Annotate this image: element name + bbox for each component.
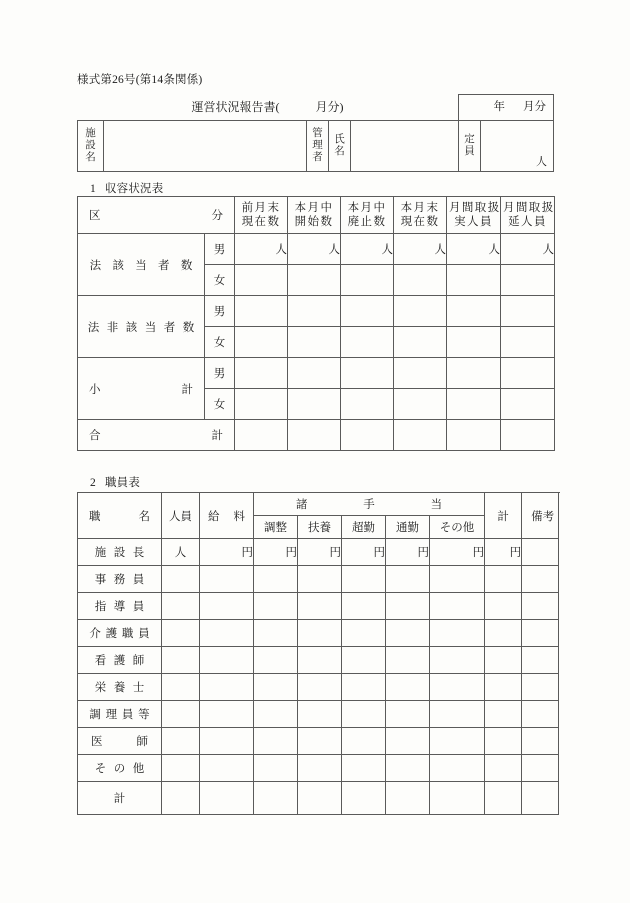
section-title-staff: 職員表	[104, 477, 141, 489]
data-cell[interactable]	[485, 647, 522, 674]
data-cell[interactable]	[235, 296, 288, 327]
data-cell[interactable]	[298, 674, 342, 701]
sub-label-male: 男	[205, 358, 235, 389]
unit-cell[interactable]: 人	[288, 234, 341, 265]
data-cell[interactable]	[341, 265, 394, 296]
data-cell[interactable]	[485, 566, 522, 593]
data-cell[interactable]	[341, 420, 394, 451]
data-cell[interactable]	[254, 566, 298, 593]
document-title: 運営状況報告書( 月分)	[191, 100, 344, 114]
data-cell[interactable]	[341, 389, 394, 420]
row-label-care-worker: 介 護 職 員	[78, 620, 162, 647]
data-cell[interactable]	[485, 674, 522, 701]
data-cell[interactable]	[430, 593, 485, 620]
facility-label-char-3: 名	[85, 151, 96, 163]
staff-header-row-top	[78, 493, 559, 516]
data-cell[interactable]	[430, 728, 485, 755]
data-cell[interactable]	[386, 701, 430, 728]
residents-table	[77, 196, 555, 451]
column-header-allowance-other: その他	[430, 516, 485, 539]
unit-cell[interactable]: 人	[394, 234, 447, 265]
data-cell[interactable]	[522, 728, 559, 755]
sub-label-male: 男	[205, 296, 235, 327]
data-cell[interactable]	[298, 566, 342, 593]
data-cell[interactable]	[394, 358, 447, 389]
data-cell[interactable]	[200, 566, 254, 593]
data-cell[interactable]	[386, 728, 430, 755]
data-cell[interactable]	[342, 755, 386, 782]
column-header-ended-this-month: 本月中 廃止数	[341, 197, 394, 234]
data-cell[interactable]	[447, 265, 501, 296]
facility-name-label	[78, 121, 104, 171]
data-cell[interactable]	[288, 358, 341, 389]
data-cell[interactable]	[394, 327, 447, 358]
month-label: 月分	[523, 101, 546, 113]
capacity-label-char-2: 員	[464, 146, 475, 157]
data-cell[interactable]	[298, 782, 342, 815]
facility-label-char-1: 施	[85, 128, 96, 140]
data-cell[interactable]	[254, 728, 298, 755]
data-cell[interactable]	[298, 620, 342, 647]
table-row	[78, 620, 559, 647]
grand-total-label: 合 計	[78, 420, 235, 451]
data-cell[interactable]	[394, 296, 447, 327]
sub-label-female: 女	[205, 389, 235, 420]
header-block	[77, 94, 554, 172]
column-header-allowances-group: 諸 手 当	[254, 493, 485, 516]
column-header-allowance-dependent: 扶養	[298, 516, 342, 539]
data-cell[interactable]	[501, 420, 555, 451]
table-row	[78, 728, 559, 755]
data-cell[interactable]	[200, 782, 254, 815]
data-cell[interactable]	[522, 620, 559, 647]
data-cell[interactable]	[288, 389, 341, 420]
column-header-allowance-adjustment: 調整	[254, 516, 298, 539]
data-cell[interactable]	[200, 728, 254, 755]
staff-table	[77, 492, 559, 815]
year-label: 年	[493, 101, 505, 113]
table-row	[78, 674, 559, 701]
data-cell[interactable]	[254, 701, 298, 728]
data-cell[interactable]	[394, 389, 447, 420]
data-cell[interactable]	[200, 620, 254, 647]
column-header-headcount: 人員	[162, 493, 200, 539]
unit-cell[interactable]: 人	[341, 234, 394, 265]
row-label-nurse: 看 護 師	[78, 647, 162, 674]
capacity-label	[459, 121, 481, 171]
row-label-cook: 調 理 員 等	[78, 701, 162, 728]
data-cell[interactable]	[522, 539, 559, 566]
unit-cell[interactable]: 円	[342, 539, 386, 566]
data-cell[interactable]	[447, 296, 501, 327]
unit-cell[interactable]: 円	[430, 539, 485, 566]
unit-cell[interactable]: 円	[485, 539, 522, 566]
data-cell[interactable]	[162, 620, 200, 647]
data-cell[interactable]	[430, 647, 485, 674]
table-row	[78, 296, 555, 327]
column-header-started-this-month: 本月中 開始数	[288, 197, 341, 234]
sub-label-female: 女	[205, 327, 235, 358]
section-number-staff: 2	[90, 477, 96, 489]
residents-header-row	[78, 197, 555, 234]
data-cell[interactable]	[386, 755, 430, 782]
unit-cell[interactable]: 円	[298, 539, 342, 566]
unit-cell[interactable]: 円	[200, 539, 254, 566]
report-period-box	[458, 94, 554, 120]
table-row	[78, 566, 559, 593]
staff-total-label: 計	[78, 782, 162, 815]
data-cell[interactable]	[342, 620, 386, 647]
sub-label-male: 男	[205, 234, 235, 265]
data-cell[interactable]	[254, 674, 298, 701]
data-cell[interactable]	[485, 728, 522, 755]
data-cell[interactable]	[430, 755, 485, 782]
group-label-eligible: 法 該 当 者 数	[78, 234, 205, 296]
category-header-left: 区	[89, 210, 101, 222]
data-cell[interactable]	[386, 620, 430, 647]
header-fields-row	[77, 120, 554, 172]
data-cell[interactable]	[342, 782, 386, 815]
data-cell[interactable]	[522, 593, 559, 620]
unit-cell[interactable]: 円	[386, 539, 430, 566]
data-cell[interactable]	[288, 327, 341, 358]
data-cell[interactable]	[342, 566, 386, 593]
data-cell[interactable]	[342, 728, 386, 755]
data-cell[interactable]	[162, 647, 200, 674]
category-header-cell	[78, 197, 235, 234]
data-cell[interactable]	[386, 647, 430, 674]
data-cell[interactable]	[254, 647, 298, 674]
data-cell[interactable]	[485, 620, 522, 647]
data-cell[interactable]	[522, 755, 559, 782]
data-cell[interactable]	[485, 755, 522, 782]
capacity-input[interactable]	[481, 121, 553, 171]
data-cell[interactable]	[200, 755, 254, 782]
manager-name-label-char-2: 名	[334, 146, 345, 157]
data-cell[interactable]	[394, 420, 447, 451]
row-label-instructor: 指 導 員	[78, 593, 162, 620]
data-cell[interactable]	[162, 593, 200, 620]
facility-label-char-2: 設	[85, 140, 96, 152]
data-cell[interactable]	[162, 728, 200, 755]
column-header-monthly-cumulative: 月間取扱 延人員	[501, 197, 555, 234]
manager-label-char-2: 理	[312, 140, 323, 152]
data-cell[interactable]	[341, 327, 394, 358]
data-cell[interactable]	[298, 701, 342, 728]
data-cell[interactable]	[430, 674, 485, 701]
data-cell[interactable]	[162, 566, 200, 593]
capacity-label-char-1: 定	[464, 134, 475, 146]
section-number-residents: 1	[90, 183, 96, 195]
table-row	[78, 593, 559, 620]
form-number: 様式第26号(第14条関係)	[77, 74, 203, 86]
facility-name-input[interactable]	[104, 121, 307, 171]
data-cell[interactable]	[430, 701, 485, 728]
data-cell[interactable]	[342, 593, 386, 620]
row-label-facility-director: 施 設 長	[78, 539, 162, 566]
data-cell[interactable]	[501, 265, 555, 296]
manager-label	[307, 121, 329, 171]
table-row	[78, 358, 555, 389]
data-cell[interactable]	[430, 782, 485, 815]
column-header-salary: 給 料	[200, 493, 254, 539]
manager-label-char-1: 管	[312, 128, 323, 140]
column-header-prev-month-end: 前月末 現在数	[235, 197, 288, 234]
column-header-allowance-overtime: 超勤	[342, 516, 386, 539]
data-cell[interactable]	[447, 420, 501, 451]
data-cell[interactable]	[298, 728, 342, 755]
data-cell[interactable]	[298, 593, 342, 620]
data-cell[interactable]	[447, 327, 501, 358]
data-cell[interactable]	[430, 566, 485, 593]
table-row	[78, 755, 559, 782]
table-row	[78, 234, 555, 265]
data-cell[interactable]	[342, 647, 386, 674]
group-label-subtotal: 小 計	[78, 358, 205, 420]
data-cell[interactable]	[386, 593, 430, 620]
data-cell[interactable]	[162, 674, 200, 701]
data-cell[interactable]	[485, 782, 522, 815]
column-header-job-title: 職 名	[78, 493, 162, 539]
unit-cell[interactable]: 人	[235, 234, 288, 265]
data-cell[interactable]	[288, 420, 341, 451]
data-cell[interactable]	[254, 593, 298, 620]
data-cell[interactable]	[254, 755, 298, 782]
unit-cell[interactable]: 円	[254, 539, 298, 566]
column-header-total: 計	[485, 493, 522, 539]
data-cell[interactable]	[341, 358, 394, 389]
data-cell[interactable]	[430, 620, 485, 647]
data-cell[interactable]	[235, 420, 288, 451]
data-cell[interactable]	[386, 782, 430, 815]
data-cell[interactable]	[298, 647, 342, 674]
data-cell[interactable]	[200, 647, 254, 674]
data-cell[interactable]	[235, 389, 288, 420]
data-cell[interactable]	[254, 620, 298, 647]
data-cell[interactable]	[162, 701, 200, 728]
data-cell[interactable]	[501, 389, 555, 420]
section-label-staff	[90, 474, 140, 490]
data-cell[interactable]	[485, 593, 522, 620]
table-row	[78, 420, 555, 451]
data-cell[interactable]	[501, 327, 555, 358]
data-cell[interactable]	[162, 755, 200, 782]
data-cell[interactable]	[200, 593, 254, 620]
table-row	[78, 701, 559, 728]
data-cell[interactable]	[162, 782, 200, 815]
category-header-right: 分	[211, 210, 223, 222]
data-cell[interactable]	[341, 296, 394, 327]
data-cell[interactable]	[254, 782, 298, 815]
data-cell[interactable]	[386, 566, 430, 593]
data-cell[interactable]	[298, 755, 342, 782]
column-header-this-month-end: 本月末 現在数	[394, 197, 447, 234]
data-cell[interactable]	[501, 296, 555, 327]
unit-cell[interactable]: 人	[162, 539, 200, 566]
manager-name-label-char-1: 氏	[334, 134, 345, 146]
data-cell[interactable]	[200, 674, 254, 701]
table-row	[78, 782, 559, 815]
data-cell[interactable]	[235, 327, 288, 358]
column-header-allowance-commuting: 通勤	[386, 516, 430, 539]
data-cell[interactable]	[288, 296, 341, 327]
sub-label-female: 女	[205, 265, 235, 296]
data-cell[interactable]	[485, 701, 522, 728]
capacity-unit: 人	[536, 156, 547, 168]
data-cell[interactable]	[501, 358, 555, 389]
row-label-dietitian: 栄 養 士	[78, 674, 162, 701]
data-cell[interactable]	[288, 265, 341, 296]
manager-name-input[interactable]	[351, 121, 459, 171]
data-cell[interactable]	[522, 701, 559, 728]
row-label-doctor: 医 師	[78, 728, 162, 755]
unit-cell[interactable]: 人	[447, 234, 501, 265]
manager-label-char-3: 者	[312, 151, 323, 163]
column-header-remarks: 備 考	[522, 493, 559, 539]
data-cell[interactable]	[342, 701, 386, 728]
data-cell[interactable]	[522, 674, 559, 701]
table-row	[78, 647, 559, 674]
data-cell[interactable]	[522, 566, 559, 593]
column-header-monthly-actual: 月間取扱 実人員	[447, 197, 501, 234]
row-label-clerk: 事 務 員	[78, 566, 162, 593]
data-cell[interactable]	[522, 647, 559, 674]
unit-cell[interactable]: 人	[501, 234, 555, 265]
data-cell[interactable]	[386, 674, 430, 701]
data-cell[interactable]	[394, 265, 447, 296]
group-label-ineligible: 法 非 該 当 者 数	[78, 296, 205, 358]
data-cell[interactable]	[235, 265, 288, 296]
data-cell[interactable]	[447, 358, 501, 389]
manager-name-label	[329, 121, 351, 171]
data-cell[interactable]	[342, 674, 386, 701]
section-title-residents: 収容状況表	[104, 183, 164, 195]
table-row	[78, 539, 559, 566]
data-cell[interactable]	[522, 782, 559, 815]
data-cell[interactable]	[447, 389, 501, 420]
data-cell[interactable]	[200, 701, 254, 728]
row-label-other: そ の 他	[78, 755, 162, 782]
data-cell[interactable]	[235, 358, 288, 389]
section-label-residents	[90, 180, 163, 196]
